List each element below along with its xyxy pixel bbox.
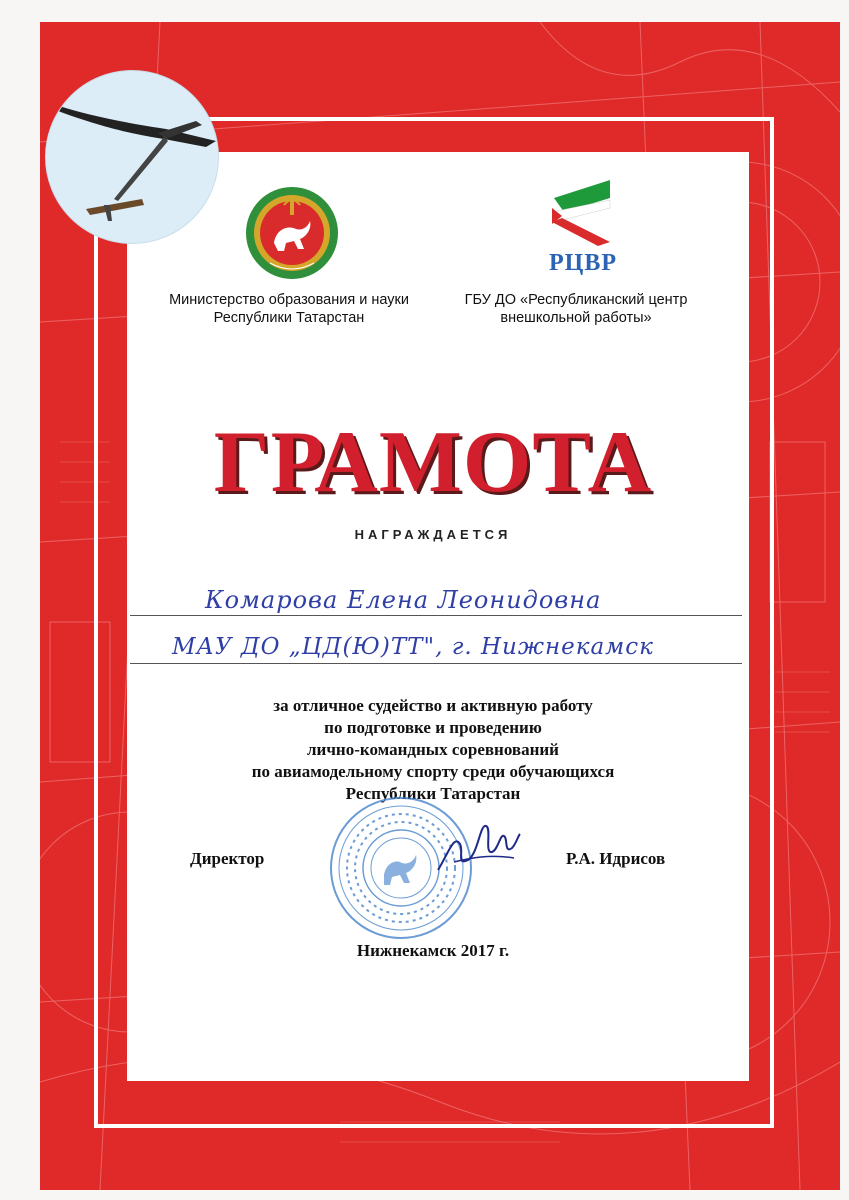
airplane-glider-icon bbox=[46, 71, 218, 243]
rcvr-logo-icon bbox=[548, 178, 614, 248]
certificate-title: ГРАМОТА bbox=[213, 414, 653, 511]
awarded-label: НАГРАЖДАЕТСЯ bbox=[354, 527, 512, 542]
place-and-year: Нижнекамск 2017 г. bbox=[356, 941, 510, 960]
recipient-organization: МАУ ДО „ЦД(Ю)ТТ", г. Нижнекамск bbox=[172, 634, 654, 660]
reason-line: за отличное судейство и активную работу bbox=[273, 696, 593, 715]
recipient-name: Комарова Елена Леонидовна bbox=[205, 586, 602, 614]
reason-line: лично-командных соревнований bbox=[307, 740, 559, 759]
glider-illustration bbox=[45, 70, 219, 244]
reason-line: по подготовке и проведению bbox=[324, 718, 542, 737]
center-line-1: ГБУ ДО «Республиканский центр bbox=[464, 292, 688, 308]
name-underline bbox=[130, 615, 742, 616]
organization-underline bbox=[130, 663, 742, 664]
signature-scribble-icon bbox=[434, 814, 524, 878]
award-reason bbox=[150, 695, 716, 805]
ministry-line-1: Министерство образования и науки bbox=[169, 292, 409, 308]
center-name bbox=[436, 291, 716, 327]
reason-line: Республики Татарстан bbox=[345, 784, 521, 803]
ministry-line-2: Республики Татарстан bbox=[213, 310, 365, 326]
rcvr-abbreviation: РЦВР bbox=[549, 250, 617, 276]
reason-line: по авиамодельному спорту среди обучающихся bbox=[251, 762, 615, 781]
signatory-title: Директор bbox=[190, 849, 265, 868]
ministry-name bbox=[148, 291, 430, 327]
tatarstan-emblem-icon bbox=[244, 185, 340, 281]
center-line-2: внешкольной работы» bbox=[500, 310, 652, 326]
signatory-name: Р.А. Идрисов bbox=[566, 849, 666, 868]
